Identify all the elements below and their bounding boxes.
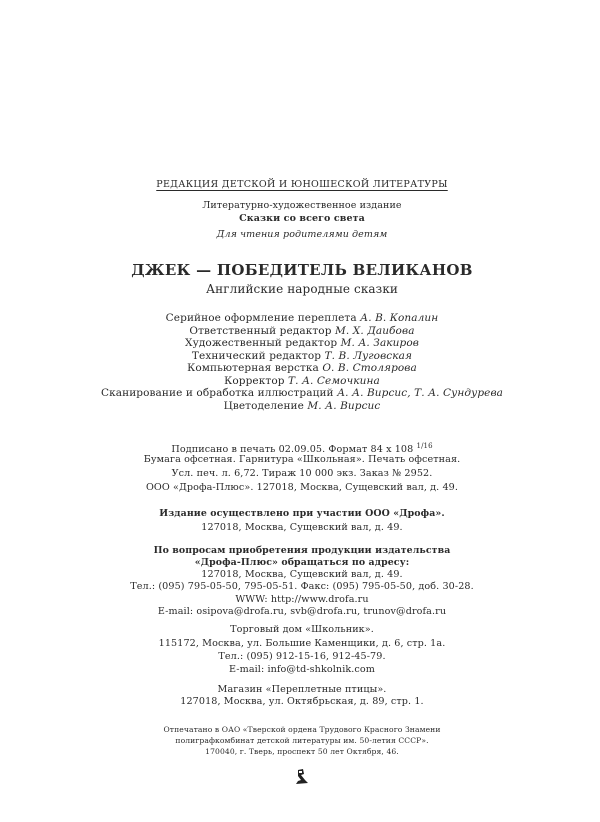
editorial-header: РЕДАКЦИЯ ДЕТСКОЙ И ЮНОШЕСКОЙ ЛИТЕРАТУРЫ <box>156 179 448 190</box>
shop-name: Магазин «Переплетные птицы». <box>217 684 387 695</box>
book-title: ДЖЕК — ПОБЕДИТЕЛЬ ВЕЛИКАНОВ <box>131 261 473 279</box>
credit-role: Художественный редактор <box>185 337 338 349</box>
credit-role: Ответственный редактор <box>189 324 332 337</box>
credit-name: М. А. Вирсис <box>307 399 381 412</box>
inquiries-address: 127018, Москва, Сущевский вал, д. 49. <box>201 569 403 580</box>
trade-house-address: 115172, Москва, ул. Большие Каменщики, д. 6, стр. 1а. <box>158 638 446 649</box>
trade-house-phone: Тел.: (095) 912-15-16, 912-45-79. <box>218 651 386 662</box>
series-name: Сказки со всего света <box>239 213 365 224</box>
credit-name: М. А. Закиров <box>340 337 419 349</box>
print-info-line: Усл. печ. л. 6,72. Тираж 10 000 экз. Заказ № 2952. <box>171 468 433 479</box>
print-info-line: Бумага офсетная. Гарнитура «Школьная». Печать офсетная. <box>143 454 461 465</box>
inquiries-phone: Тел.: (095) 795-05-50, 795-05-51. Факс: (095) 795-05-50, доб. 30-28. <box>130 581 474 592</box>
credit-role: Технический редактор <box>191 349 322 362</box>
credit-role: Цветоделение <box>223 399 304 412</box>
printer-line: Отпечатано в ОАО «Тверской ордена Трудового Красного Знамени <box>163 725 441 734</box>
credit-line <box>0 325 600 337</box>
credit-role: Серийное оформление переплета <box>165 312 357 324</box>
print-signed: Подписано в печать 02.09.05. Формат 84 x 108 <box>171 444 414 456</box>
credit-line <box>0 387 600 399</box>
credit-name: О. В. Столярова <box>322 362 417 374</box>
printer-line: полиграфкомбинат детской литературы им. 50-летия СССР». <box>175 736 429 745</box>
edition-type: Литературно-художественное издание <box>202 200 402 211</box>
credit-line <box>0 400 600 412</box>
participation-address: 127018, Москва, Сущевский вал, д. 49. <box>201 522 403 533</box>
format-fraction: 1/16 <box>416 442 433 450</box>
trade-house-email: E-mail: info@td-shkolnik.com <box>229 664 375 675</box>
credit-name: А. В. Копалин <box>360 312 439 324</box>
credit-name: М. Х. Даибова <box>335 324 415 337</box>
credit-name: Т. В. Луговская <box>324 349 413 362</box>
printer-address: 170040, г. Тверь, проспект 50 лет Октября, 46. <box>205 747 399 756</box>
audience: Для чтения родителями детям <box>216 229 388 240</box>
inquiries-website: WWW: http://www.drofa.ru <box>235 594 369 605</box>
credit-line <box>0 312 600 324</box>
credit-line <box>0 362 600 374</box>
credit-name: Т. А. Семочкина <box>288 374 380 387</box>
inquiries-line: По вопросам приобретения продукции издательства <box>153 545 451 556</box>
print-info-line: ООО «Дрофа-Плюс». 127018, Москва, Сущевский вал, д. 49. <box>145 482 459 493</box>
credit-line <box>0 350 600 362</box>
credit-role: Компьютерная верстка <box>187 362 319 374</box>
inquiries-line: «Дрофа-Плюс» обращаться по адресу: <box>194 557 410 568</box>
credit-role: Корректор <box>224 374 285 387</box>
participation-line: Издание осуществлено при участии ООО «Дрофа». <box>159 508 445 519</box>
book-subtitle: Английские народные сказки <box>205 282 399 296</box>
credit-role: Сканирование и обработка иллюстраций <box>100 387 334 399</box>
inquiries-email: E-mail: osipova@drofa.ru, svb@drofa.ru, trunov@drofa.ru <box>157 606 447 617</box>
credit-name: А. А. Вирсис, Т. А. Сундурева <box>337 387 504 399</box>
credit-line <box>0 337 600 349</box>
shop-address: 127018, Москва, ул. Октябрьская, д. 89, стр. 1. <box>180 696 424 707</box>
credit-line <box>0 375 600 387</box>
trade-house-name: Торговый дом «Школьник». <box>230 624 374 635</box>
printer-logo-icon <box>293 768 311 786</box>
